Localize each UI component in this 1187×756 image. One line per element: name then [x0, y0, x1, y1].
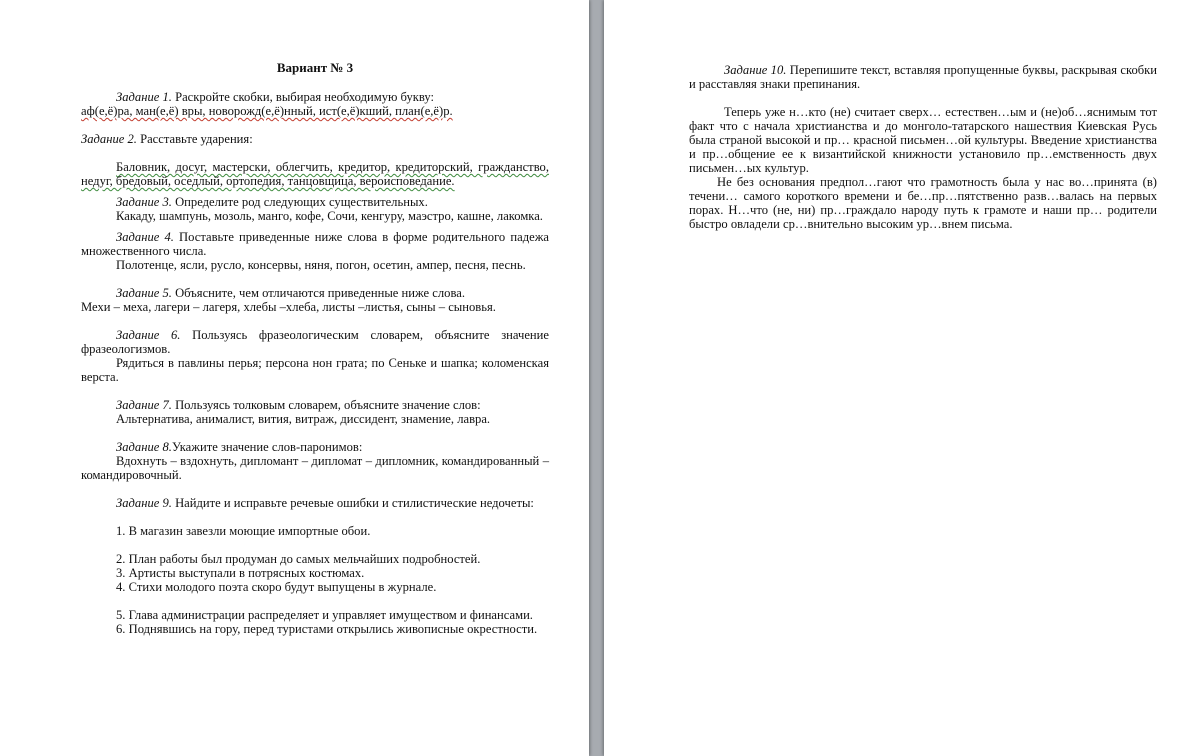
task-1 [81, 90, 549, 104]
task-9-item: 4. Стихи молодого поэта скоро будут выпущены в журнале. [116, 580, 437, 594]
task-9 [81, 496, 549, 510]
task-10-paragraph-2: Не без основания предпол…гают что грамотность была у нас во…принята (в) течени… самого короткого времени и бе…пр…пятственно разв…валась на первых порах. Н…что (не, ни) пр…граждало народу путь к грамоте и наши пр… родители быстро овладели ср…внительно высоким ур…внем письма. [689, 175, 1157, 231]
task-6 [81, 328, 549, 356]
task-9-item: 6. Поднявшись на гору, перед туристами открылись живописные окрестности. [116, 622, 538, 636]
page-left-content [81, 61, 549, 636]
task-8-words: Вдохнуть – вздохнуть, дипломант – дипломат – дипломник, командированный – командировочный. [81, 454, 549, 482]
task-8-label: Задание 8. [116, 440, 172, 454]
task-10-text: Перепишите текст, вставляя пропущенные буквы, раскрывая скобки и расставляя знаки препинания. [689, 63, 1158, 91]
task-9-item: 2. План работы был продуман до самых мельчайших подробностей. [116, 552, 481, 566]
task-9-item: 5. Глава администрации распределяет и управляет имуществом и финансами. [116, 608, 533, 622]
task-5 [81, 286, 549, 300]
task-4-words: Полотенце, ясли, русло, консервы, няня, погон, осетин, ампер, песня, песнь. [116, 258, 526, 272]
task-2-text: Расставьте ударения: [136, 132, 253, 146]
task-2-label: Задание 2. [81, 132, 137, 146]
task-3-words: Какаду, шампунь, мозоль, манго, кофе, Сочи, кенгуру, маэстро, кашне, лакомка. [116, 209, 543, 223]
variant-title: Вариант № 3 [276, 60, 354, 75]
task-7-text: Пользуясь толковым словарем, объясните значение слов: [171, 398, 481, 412]
task-6-words: Рядиться в павлины перья; персона нон грата; по Сеньке и шапка; коломенская верста. [81, 356, 549, 384]
task-1-words: аф(е,ё)ра, ман(е,ё) вры, новорожд(е,ё)нный, ист(е,ё)кший, план(е,ё)р. [81, 104, 453, 118]
task-1-label: Задание 1. [116, 90, 172, 104]
task-7-words: Альтернатива, анималист, вития, витраж, диссидент, знамение, лавра. [116, 412, 491, 426]
task-5-words: Мехи – меха, лагери – лагеря, хлебы –хлеба, листы –листья, сыны – сыновья. [81, 300, 496, 314]
task-10 [689, 63, 1157, 91]
task-3-label: Задание 3. [116, 195, 172, 209]
task-5-label: Задание 5. [116, 286, 172, 300]
task-5-text: Объясните, чем отличаются приведенные ниже слова. [171, 286, 465, 300]
task-2-words: Баловник, досуг, мастерски, облегчить, кредитор, кредиторский, гражданство, недуг, бредовый, оседлый, ортопедия, танцовщица, вероисповедание. [81, 160, 549, 188]
task-6-text: Пользуясь фразеологическим словарем, объясните значение фразеологизмов. [81, 328, 549, 356]
task-4-text: Поставьте приведенные ниже слова в форме родительного падежа множественного числа. [81, 230, 549, 258]
document-page-right [604, 0, 1187, 756]
task-9-text: Найдите и исправьте речевые ошибки и стилистические недочеты: [171, 496, 534, 510]
task-6-label: Задание 6. [116, 328, 181, 342]
task-1-text: Раскройте скобки, выбирая необходимую букву: [171, 90, 435, 104]
task-3 [81, 195, 549, 209]
task-7-label: Задание 7. [116, 398, 172, 412]
task-8-text: Укажите значение слов-паронимов: [171, 440, 363, 454]
task-10-paragraph-1: Теперь уже н…кто (не) считает сверх… естествен…ым и (не)об…яснимым тот факт что с начала христианства и до монголо-татарского нашествия Киевская Русь была страной высокой и пр… красной письмен…ой культуры. Введение христианства и пр…общение ее к византийской книжности установило пр…емственность двух письмен…ых культур. [689, 105, 1157, 175]
task-10-label: Задание 10. [724, 63, 787, 77]
task-2 [81, 132, 549, 146]
task-9-item: 1. В магазин завезли моющие импортные обои. [116, 524, 371, 538]
task-9-item: 3. Артисты выступали в потрясных костюмах. [116, 566, 365, 580]
task-7 [81, 398, 549, 412]
task-3-text: Определите род следующих существительных. [171, 195, 428, 209]
task-4 [81, 230, 549, 258]
task-4-label: Задание 4. [116, 230, 174, 244]
task-9-label: Задание 9. [116, 496, 172, 510]
task-8 [81, 440, 549, 454]
document-page-left [0, 0, 589, 756]
page-right-content [689, 63, 1157, 231]
